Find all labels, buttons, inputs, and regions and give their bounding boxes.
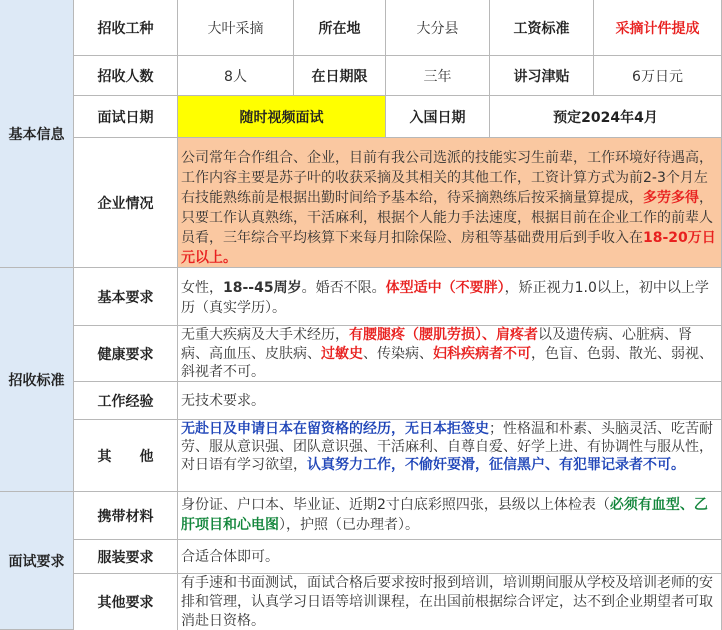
company-text-2: ，只要工作认真熟练，干活麻利，根据个人能力手法速度，根据目前在企业工作的前辈人员看，三年综合平均核算下来每月扣除保险、房租等基础费用后到手收入在: [181, 190, 713, 246]
basic-req-age: 18--45周岁: [223, 280, 302, 296]
experience-value: 无技术要求。: [178, 382, 722, 420]
experience-label: 工作经验: [74, 382, 178, 420]
basic-req-text-3: ，矫正视力1.0以上，初中以上学历（真实学历）。: [181, 280, 709, 316]
other-req-value: [178, 420, 722, 492]
health-req-text-1: 无重大疾病及大手术经历，: [181, 327, 349, 343]
other-req-label: 其 他: [74, 420, 178, 492]
basic-req-label: 基本要求: [74, 268, 178, 326]
company-highlight-2: 18-20万日元以上。: [181, 230, 716, 266]
company-highlight-1: 多劳多得: [643, 190, 699, 206]
job-type-label: 招收工种: [74, 0, 178, 56]
other-req-highlight-1: 无赴日及申请日本在留资格的经历，无日本拒签史: [181, 421, 489, 437]
other-req-highlight-2: 认真努力工作，不偷奸耍滑，征信黑户、有犯罪记录者不可。: [307, 457, 685, 473]
health-req-highlight-1: 有腰腿疼（腰肌劳损）、肩疼者: [349, 327, 538, 343]
headcount-label: 招收人数: [74, 56, 178, 96]
health-req-text-2: 以及遗传病、心脏病、肾病、高血压、皮肤病、: [181, 327, 692, 362]
company-text-1: 公司常年合作组合、企业，目前有我公司选派的技能实习生前辈，工作环境好待遇高，工作内容主要是苏子叶的收获采摘及其相关的其他工作，工资计算方式为前2-3个月左右技能熟练前是根据出勤时间给予基本给，待采摘熟练后按采摘量算提成，: [181, 150, 713, 206]
materials-label: 携带材料: [74, 492, 178, 540]
headcount-value: 8人: [178, 56, 294, 96]
section-recruit-standard: 招收标准: [0, 268, 74, 492]
basic-req-text-1: 女性，: [181, 280, 223, 296]
allowance-label: 讲习津贴: [490, 56, 594, 96]
other-interview-label: 其他要求: [74, 574, 178, 630]
health-req-highlight-3: 妇科疾病者不可: [433, 345, 531, 362]
basic-req-text-2: 。婚否不限。: [301, 280, 386, 296]
dress-label: 服装要求: [74, 540, 178, 574]
allowance-value: 6万日元: [594, 56, 722, 96]
materials-text-2: ），护照（已办理者）。: [279, 517, 419, 533]
materials-text-1: 身份证、户口本、毕业证、近期2寸白底彩照四张，县级以上体检表（: [181, 497, 610, 513]
term-label: 在日期限: [294, 56, 386, 96]
salary-value: 采摘计件提成: [594, 0, 722, 56]
entry-date-label: 入国日期: [386, 96, 490, 138]
dress-value: 合适合体即可。: [178, 540, 722, 574]
materials-value: [178, 492, 722, 540]
job-type-value: 大叶采摘: [178, 0, 294, 56]
health-req-text-3: 、传染病、: [363, 345, 433, 362]
basic-req-body: 体型适中（不要胖）: [385, 280, 505, 296]
other-interview-value: 有手速和书面测试，面试合格后要求按时报到培训，培训期间服从学校及培训老师的安排和管理，认真学习日语等培训课程，在出国前根据综合评定，达不到企业期望者可取消赴日资格。: [178, 574, 722, 630]
salary-label: 工资标准: [490, 0, 594, 56]
section-basic-info: 基本信息: [0, 0, 74, 268]
company-label: 企业情况: [74, 138, 178, 268]
health-req-highlight-2: 过敏史: [321, 345, 363, 362]
interview-date-value: 随时视频面试: [178, 96, 386, 138]
section-interview-req: 面试要求: [0, 492, 74, 630]
entry-date-value: 预定2024年4月: [490, 96, 722, 138]
health-req-label: 健康要求: [74, 326, 178, 382]
basic-req-value: [178, 268, 722, 326]
health-req-value: [178, 326, 722, 382]
location-label: 所在地: [294, 0, 386, 56]
other-req-text-1: ；性格温和朴素、头脑灵活、吃苦耐劳、服从意识强、团队意识强、干活麻利、自尊自爱、好学上进、有协调性与服从性，对日语有学习欲望，: [181, 421, 713, 473]
term-value: 三年: [386, 56, 490, 96]
location-value: 大分县: [386, 0, 490, 56]
materials-highlight: 必须有血型、乙肝项目和心电图: [181, 497, 708, 533]
interview-date-label: 面试日期: [74, 96, 178, 138]
company-description: [178, 138, 722, 268]
health-req-text-4: ，色盲、色弱、散光、弱视、斜视者不可。: [181, 345, 713, 380]
